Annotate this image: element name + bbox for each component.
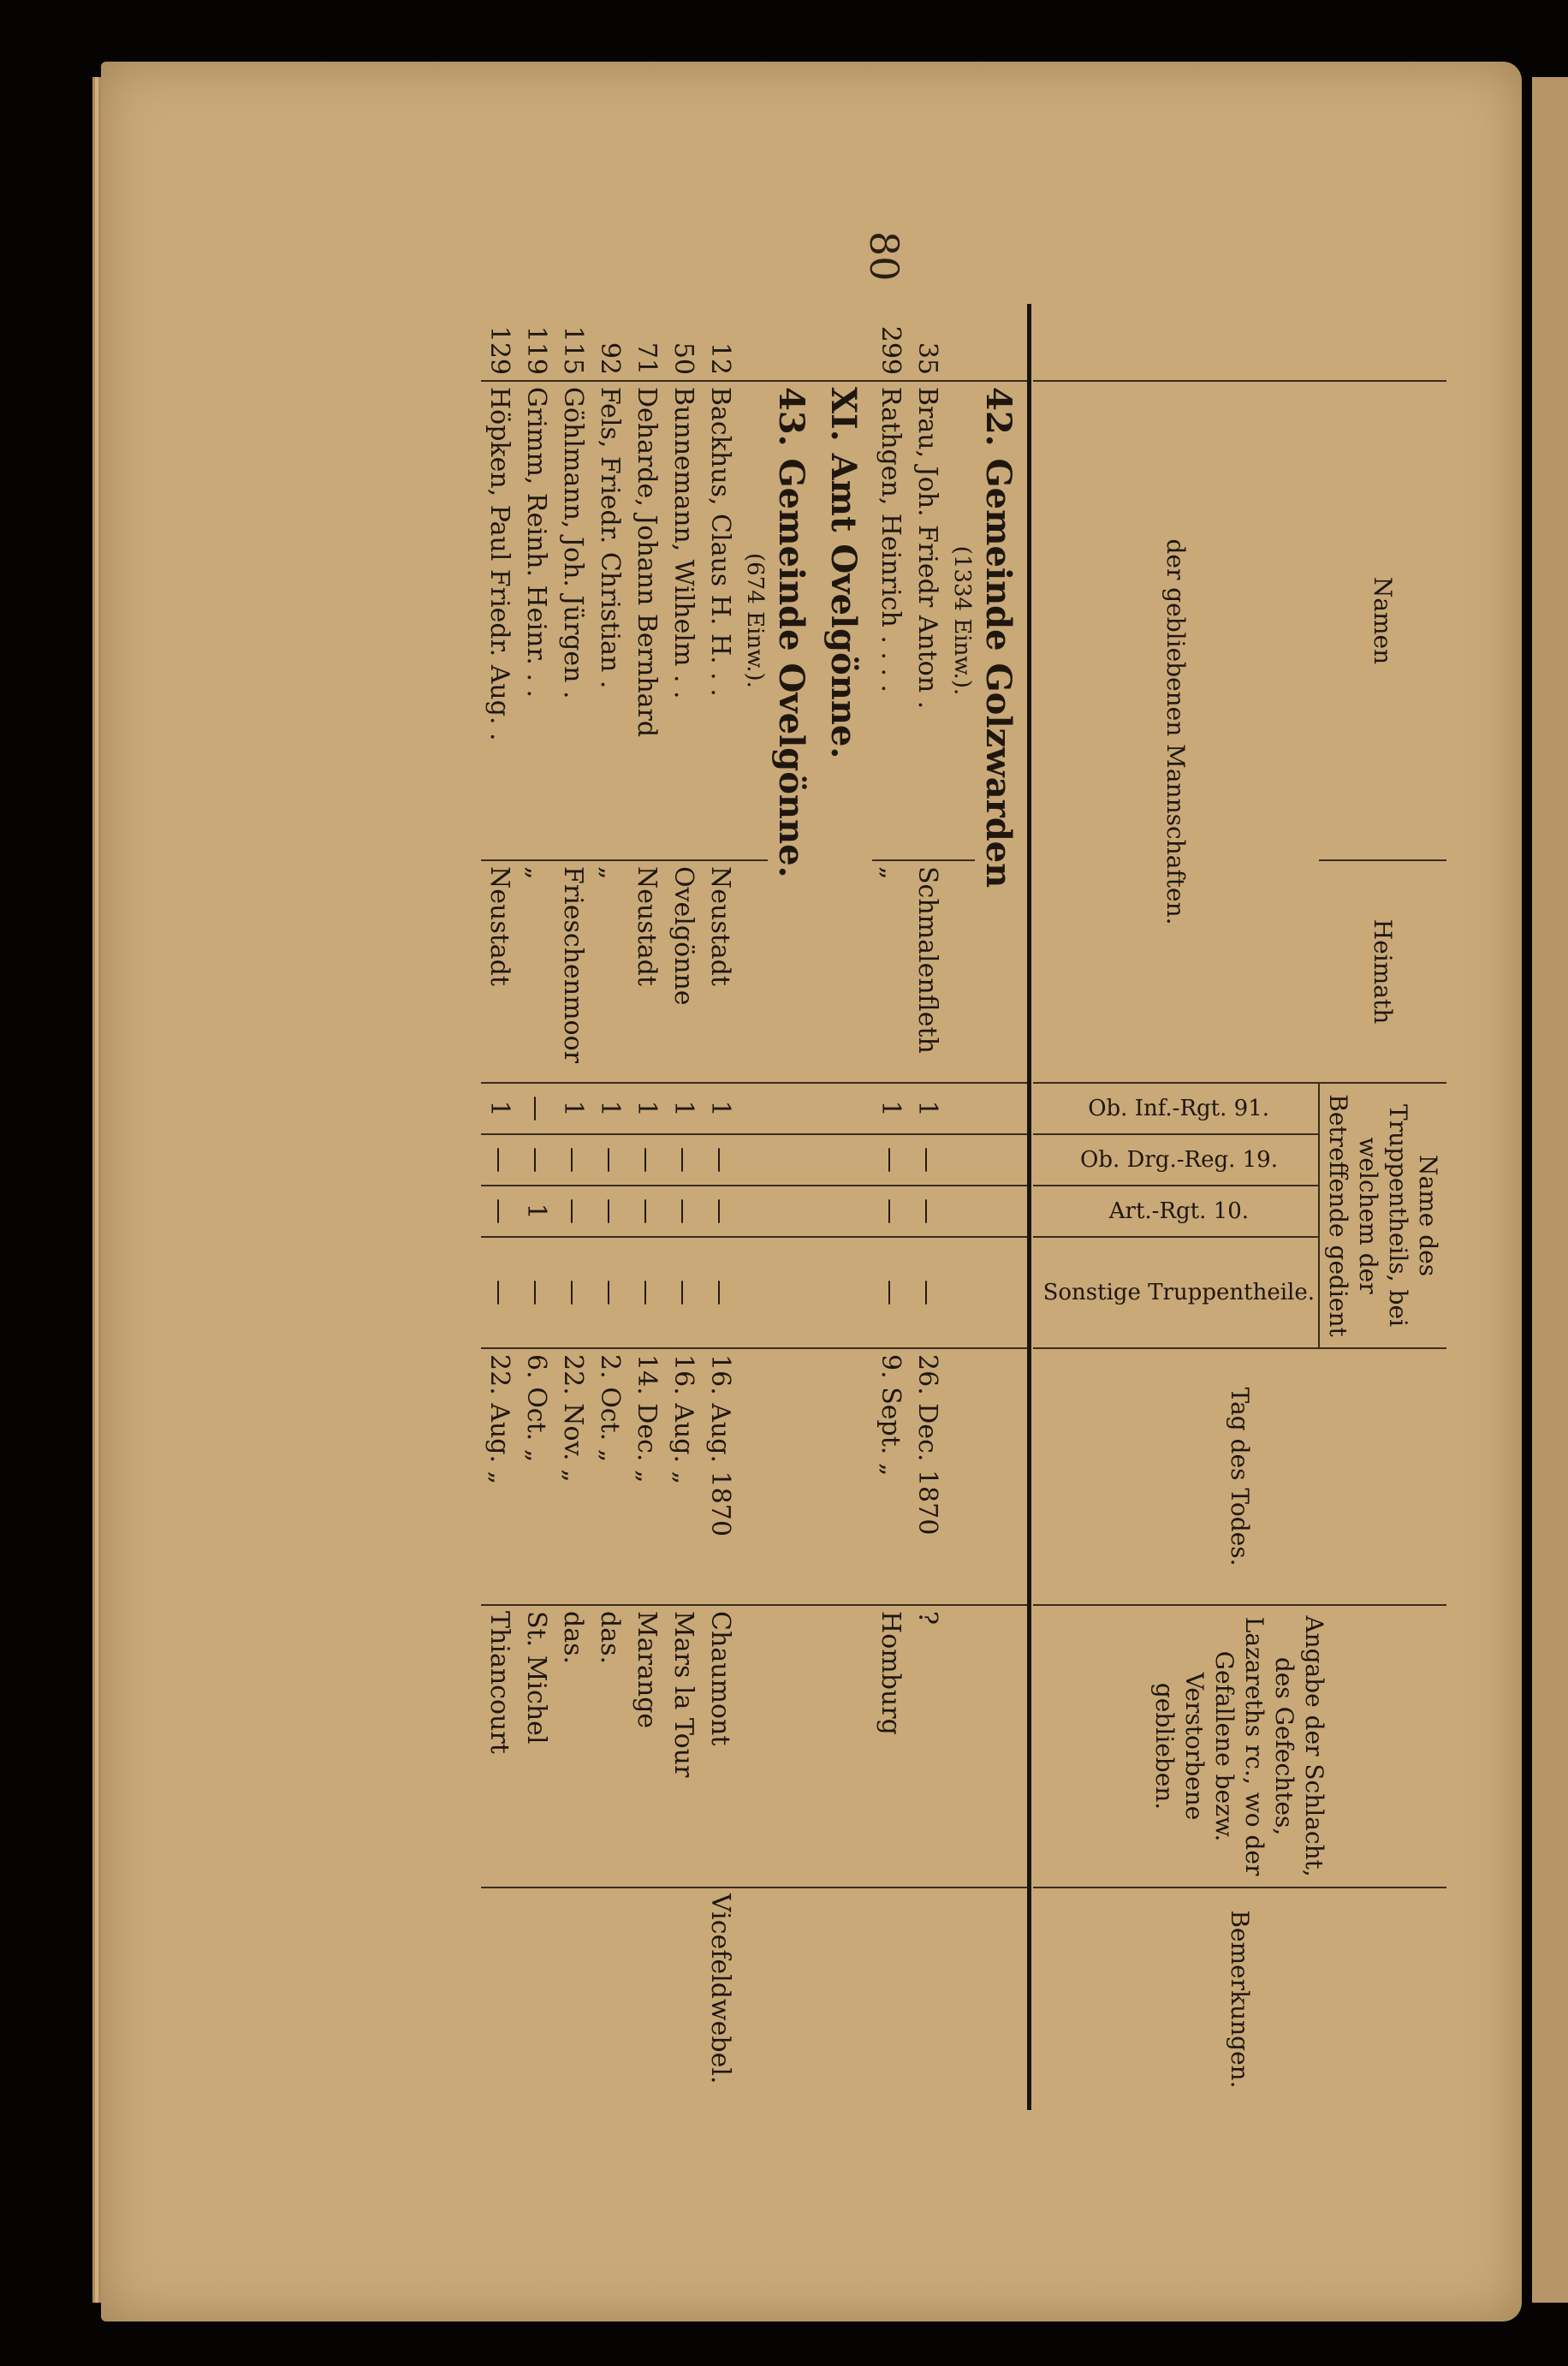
row-art: — <box>872 1186 909 1237</box>
header-col-art: Art.-Rgt. 10. <box>1108 1198 1249 1224</box>
row-nr: 50 <box>668 342 698 375</box>
row-inf: 1 <box>702 1083 739 1134</box>
row-sonst: — <box>665 1237 702 1348</box>
row-nr: 115 <box>557 325 588 375</box>
row-tag: 16. Aug. „ <box>665 1348 702 1605</box>
row-sonst: — <box>702 1237 739 1348</box>
header-nr <box>1033 304 1446 381</box>
row-art: — <box>555 1186 591 1237</box>
row-nr: 12 <box>704 342 735 375</box>
row-bemerkung <box>518 1887 555 2110</box>
row-ort: Marange <box>628 1605 665 1887</box>
row-name: Grimm, Reinh. Heinr. . . <box>518 381 555 860</box>
header-namen: Namen <box>1319 381 1446 860</box>
row-tag: 9. Sept. „ <box>872 1348 909 1605</box>
row-bemerkung: Vicefeldwebel. <box>702 1887 739 2110</box>
section-subtitle: (674 Einw.). <box>739 381 768 860</box>
header-heimath: Heimath <box>1319 860 1446 1083</box>
row-inf: — <box>518 1083 555 1134</box>
row-drg: — <box>628 1134 665 1186</box>
row-name: Backhus, Claus H. H. . . <box>702 381 739 860</box>
row-art: — <box>591 1186 628 1237</box>
row-name: Göhlmann, Joh. Jürgen . <box>555 381 591 860</box>
table-row <box>555 304 591 2110</box>
row-heimath: Ovelgönne <box>665 860 702 1083</box>
table-row <box>481 304 518 2110</box>
row-drg: — <box>518 1134 555 1186</box>
row-ort: Mars la Tour <box>665 1605 702 1887</box>
row-ort: das. <box>555 1605 591 1887</box>
row-drg: — <box>481 1134 518 1186</box>
row-tag: 6. Oct. „ <box>518 1348 555 1605</box>
section-title: 42. Gemeinde Golzwarden <box>975 381 1030 1083</box>
row-name: Bunnemann, Wilhelm . . <box>665 381 702 860</box>
row-tag: 16. Aug. 1870 <box>702 1348 739 1605</box>
table-row <box>518 304 555 2110</box>
row-name: Rathgen, Heinrich . . . . <box>872 381 909 860</box>
row-name: Fels, Friedr. Christian . <box>591 381 628 860</box>
row-sonst: — <box>909 1237 946 1348</box>
row-ort: Chaumont <box>702 1605 739 1887</box>
header-angabe: Angabe der Schlacht, des Gefechtes, Lazareths rc., wo der Gefallene bezw. Verstorbene geblieben. <box>1033 1605 1446 1887</box>
row-nr: 71 <box>631 342 662 375</box>
row-heimath: Frieschenmoor <box>555 860 591 1083</box>
row-ort: Thiancourt <box>481 1605 518 1887</box>
row-inf: 1 <box>591 1083 628 1134</box>
header-col-sonst: Sonstige Truppentheile. <box>1042 1279 1315 1305</box>
row-nr: 129 <box>484 325 514 375</box>
row-ort: Homburg <box>872 1605 909 1887</box>
row-heimath: Neustadt <box>702 860 739 1083</box>
row-drg: — <box>665 1134 702 1186</box>
section-title: XI. Amt Ovelgönne. <box>820 381 872 1083</box>
row-art: — <box>481 1186 518 1237</box>
row-bemerkung <box>591 1887 628 2110</box>
row-inf: 1 <box>872 1083 909 1134</box>
row-heimath: „ <box>872 860 909 1083</box>
row-art: — <box>702 1186 739 1237</box>
section-subtitle: (1334 Einw.). <box>946 381 975 860</box>
row-heimath: Neustadt <box>481 860 518 1083</box>
casualty-table-rotated <box>308 304 1446 2110</box>
table-row <box>591 304 628 2110</box>
row-inf: 1 <box>665 1083 702 1134</box>
row-heimath: Neustadt <box>628 860 665 1083</box>
row-drg: — <box>591 1134 628 1186</box>
row-nr: 299 <box>875 325 906 375</box>
row-name: Deharde, Johann Bernhard <box>628 381 665 860</box>
row-inf: 1 <box>555 1083 591 1134</box>
row-sonst: — <box>591 1237 628 1348</box>
row-tag: 26. Dec. 1870 <box>909 1348 946 1605</box>
row-bemerkung <box>555 1887 591 2110</box>
row-drg: — <box>872 1134 909 1186</box>
row-nr: 92 <box>594 342 625 375</box>
table-row <box>628 304 665 2110</box>
row-tag: 2. Oct. „ <box>591 1348 628 1605</box>
adjacent-page-edge <box>1532 77 1568 2303</box>
header-col-drg: Ob. Drg.-Reg. 19. <box>1079 1146 1278 1173</box>
row-sonst: — <box>628 1237 665 1348</box>
row-sonst: — <box>481 1237 518 1348</box>
table-row <box>872 304 909 2110</box>
row-tag: 22. Aug. „ <box>481 1348 518 1605</box>
row-bemerkung <box>628 1887 665 2110</box>
header-subheader: der gebliebenen Mannschaften. <box>1033 381 1319 1083</box>
row-heimath: Schmalenfleth <box>909 860 946 1083</box>
row-bemerkung <box>909 1887 946 2110</box>
row-sonst: — <box>555 1237 591 1348</box>
row-drg: — <box>702 1134 739 1186</box>
row-heimath: „ <box>518 860 555 1083</box>
row-ort: das. <box>591 1605 628 1887</box>
row-nr: 119 <box>520 325 551 375</box>
table-body <box>481 304 1030 2110</box>
row-art: — <box>909 1186 946 1237</box>
section-title: 43. Gemeinde Ovelgönne. <box>768 381 820 1083</box>
row-tag: 22. Nov. „ <box>555 1348 591 1605</box>
row-bemerkung <box>481 1887 518 2110</box>
table-row <box>702 304 739 2110</box>
row-inf: 1 <box>909 1083 946 1134</box>
row-name: Höpken, Paul Friedr. Aug. . <box>481 381 518 860</box>
row-drg: — <box>555 1134 591 1186</box>
row-inf: 1 <box>628 1083 665 1134</box>
row-sonst: — <box>518 1237 555 1348</box>
row-drg: — <box>909 1134 946 1186</box>
page-number: 80 <box>861 231 907 282</box>
row-art: 1 <box>518 1186 555 1237</box>
casualty-table <box>481 304 1446 2110</box>
row-ort: St. Michel <box>518 1605 555 1887</box>
table-row <box>665 304 702 2110</box>
row-bemerkung <box>665 1887 702 2110</box>
header-truppentheil: Name des Truppentheils, bei welchem der Betreffende gedient <box>1319 1083 1446 1348</box>
row-art: — <box>665 1186 702 1237</box>
row-art: — <box>628 1186 665 1237</box>
row-bemerkung <box>872 1887 909 2110</box>
row-ort: ? <box>909 1605 946 1887</box>
header-col-inf: Ob. Inf.-Rgt. 91. <box>1088 1095 1270 1121</box>
header-bemerkungen: Bemerkungen. <box>1033 1887 1446 2110</box>
row-heimath: „ <box>591 860 628 1083</box>
row-nr: 35 <box>912 342 942 375</box>
row-tag: 14. Dec. „ <box>628 1348 665 1605</box>
table-row <box>909 304 946 2110</box>
header-tag: Tag des Todes. <box>1033 1348 1446 1605</box>
row-inf: 1 <box>481 1083 518 1134</box>
row-sonst: — <box>872 1237 909 1348</box>
row-name: Brau, Joh. Friedr Anton . <box>909 381 946 860</box>
